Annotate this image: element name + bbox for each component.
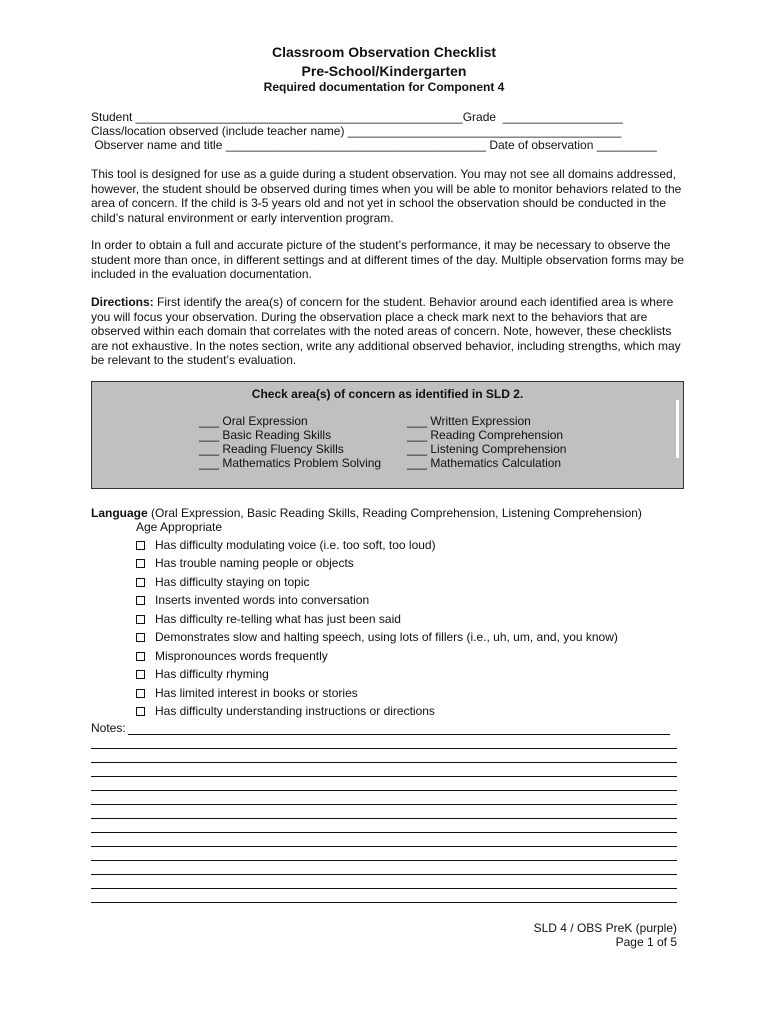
concern-math-calculation[interactable]: ___ Mathematics Calculation [407,456,562,470]
notes-line[interactable] [91,818,677,819]
directions-text: First identify the area(s) of concern for the student. Behavior around each identified area is where you will focus your observation. During the observation place a check mark next to the behaviors that are observed within each domain that correlates with the noted areas of concern. Note, however, these checklists are not exhaustive. In the notes section, write any additional observed behavior, including strengths, which may be relevant to the student’s evaluation. [91,295,681,367]
checklist-item[interactable]: Inserts invented words into conversation [136,592,369,608]
language-label: Language [91,506,148,520]
checkbox-icon[interactable] [136,615,145,624]
checklist-item[interactable]: Has trouble naming people or objects [136,555,354,571]
observer-date-field[interactable]: Observer name and title _______________________________________ Date of observation _________ [91,138,657,152]
concern-reading-fluency-skills[interactable]: ___ Reading Fluency Skills [199,442,344,456]
directions-paragraph [91,295,691,368]
notes-line[interactable] [91,748,677,749]
checkbox-icon[interactable] [136,578,145,587]
notes-line[interactable] [91,902,677,903]
checklist-item[interactable]: Has difficulty understanding instructions or directions [136,703,435,719]
checkbox-icon[interactable] [136,559,145,568]
notes-line[interactable] [91,874,677,875]
notes-line[interactable] [91,888,677,889]
checklist-item[interactable]: Has limited interest in books or stories [136,685,358,701]
intro-paragraph-1: This tool is designed for use as a guide during a student observation. You may not see all domains addressed, however, the student should be observed during times when you will be able to monitor behaviors related to the area of concern. If the child is 3-5 years old and not yet in school the observation should be conducted in the child’s natural environment or early intervention program. [91,167,682,225]
directions-label: Directions: [91,295,154,309]
concern-area-box [91,381,684,489]
checklist-item[interactable]: Has difficulty re-telling what has just been said [136,611,401,627]
notes-line[interactable] [91,762,677,763]
concern-math-problem-solving[interactable]: ___ Mathematics Problem Solving [199,456,382,470]
checkbox-icon[interactable] [136,596,145,605]
requirement-note: Required documentation for Component 4 [263,80,505,94]
intro-paragraph-2: In order to obtain a full and accurate picture of the student’s performance, it may be necessary to observe the student more than once, in different settings and at different times of the day. Multiple observation forms may be included in the evaluation documentation. [91,238,684,281]
checkbox-icon[interactable] [136,652,145,661]
concern-reading-comprehension[interactable]: ___ Reading Comprehension [407,428,564,442]
age-appropriate-label: Age Appropriate [136,520,223,534]
concern-box-title: Check area(s) of concern as identified in SLD 2. [251,387,524,401]
checkbox-icon[interactable] [136,633,145,642]
checklist-item[interactable]: Has difficulty modulating voice (i.e. too soft, too loud) [136,537,436,553]
checklist-item[interactable]: Has difficulty rhyming [136,666,269,682]
language-heading [91,506,642,520]
box-highlight [676,400,679,458]
page-title: Classroom Observation Checklist [271,44,497,60]
concern-written-expression[interactable]: ___ Written Expression [407,414,531,428]
concern-oral-expression[interactable]: ___ Oral Expression [199,414,308,428]
language-areas: (Oral Expression, Basic Reading Skills, Reading Comprehension, Listening Comprehension) [147,506,642,520]
notes-line[interactable] [91,776,677,777]
notes-line[interactable] [91,804,677,805]
notes-label: Notes: [91,721,126,735]
notes-line[interactable] [91,846,677,847]
checkbox-icon[interactable] [136,707,145,716]
concern-basic-reading-skills[interactable]: ___ Basic Reading Skills [199,428,332,442]
checkbox-icon[interactable] [136,689,145,698]
notes-line[interactable] [91,832,677,833]
notes-line[interactable] [91,790,677,791]
form-id: SLD 4 / OBS PreK (purple) [533,921,677,935]
concern-listening-comprehension[interactable]: ___ Listening Comprehension [407,442,567,456]
page-number: Page 1 of 5 [615,935,677,949]
class-location-field[interactable]: Class/location observed (include teacher name) _________________________________________ [91,124,622,138]
student-grade-field[interactable]: Student _________________________________________________Grade __________________ [91,110,623,124]
page-subtitle: Pre-School/Kindergarten [301,63,467,79]
checklist-item[interactable]: Mispronounces words frequently [136,648,328,664]
checkbox-icon[interactable] [136,541,145,550]
notes-line[interactable] [128,734,670,735]
checklist-item[interactable]: Demonstrates slow and halting speech, using lots of fillers (i.e., uh, um, and, you know) [136,629,618,645]
checklist-item[interactable]: Has difficulty staying on topic [136,574,310,590]
checkbox-icon[interactable] [136,670,145,679]
notes-line[interactable] [91,860,677,861]
